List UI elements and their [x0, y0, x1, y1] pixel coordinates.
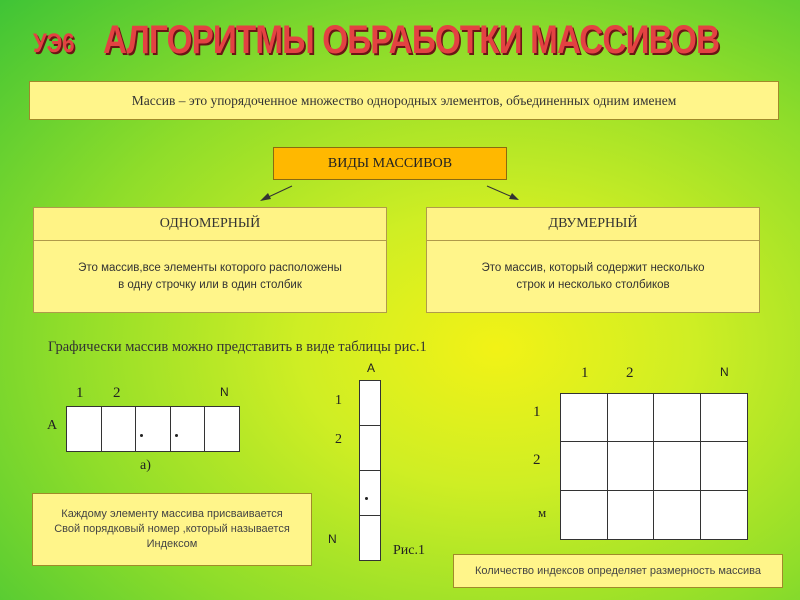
- grid-cell: [654, 442, 701, 490]
- definition-text: Массив – это упорядоченное множество однородных элементов, объединенных одним именем: [131, 92, 677, 108]
- two-dim-line1: Это массив, который содержит несколько: [481, 262, 705, 274]
- fig-v-top-label: A: [367, 361, 376, 375]
- two-dim-card: [426, 207, 760, 313]
- arrow-right-head: [509, 193, 519, 200]
- fig-a-cell: [171, 407, 206, 451]
- fig-a-cell: [205, 407, 239, 451]
- index-note: [32, 493, 312, 566]
- fig-a-col2: 2: [113, 385, 121, 401]
- grid-cell: [608, 491, 655, 539]
- grid-cell: [608, 442, 655, 490]
- fig-a-col1: 1: [76, 385, 84, 401]
- fig-v-rowN: N: [328, 532, 337, 546]
- one-dim-head: ОДНОМЕРНЫЙ: [34, 208, 386, 241]
- dimension-note-text: Количество индексов определяет размерность массива: [474, 564, 762, 577]
- fig-2d-grid: [560, 393, 748, 540]
- fig-v-cell: [360, 516, 380, 561]
- two-dim-head: ДВУМЕРНЫЙ: [427, 208, 759, 241]
- figure-caption: Графически массив можно представить в виде таблицы рис.1: [48, 339, 427, 355]
- fig-v-cell: [360, 471, 380, 516]
- grid-cell: [701, 491, 748, 539]
- fig-2d-row1: 1: [533, 404, 541, 420]
- fig-2d-col2: 2: [626, 365, 634, 381]
- grid-cell: [654, 394, 701, 442]
- arrow-left-head: [260, 193, 271, 201]
- grid-cell: [608, 394, 655, 442]
- ellipsis-dot: [140, 434, 143, 437]
- section-code: УЭ6: [33, 28, 75, 58]
- fig-v-cell: [360, 426, 380, 471]
- fig-a-cell: [102, 407, 137, 451]
- fig-v-row2: 2: [335, 432, 342, 447]
- fig-a-cell: [136, 407, 171, 451]
- dimension-note: [453, 554, 783, 588]
- fig-a-cell: [67, 407, 102, 451]
- one-dim-body: [34, 241, 386, 313]
- index-note-line2: Свой порядковый номер ,который называется: [54, 523, 290, 535]
- fig-a-table: [66, 406, 240, 452]
- kinds-title: ВИДЫ МАССИВОВ: [327, 155, 453, 171]
- fig-v-table: [359, 380, 381, 561]
- fig-v-row1: 1: [335, 393, 342, 408]
- grid-cell: [561, 394, 608, 442]
- fig-2d-row2: 2: [533, 452, 541, 468]
- fig-2d-rowM: м: [538, 505, 547, 520]
- fig-a-row-label: A: [47, 418, 58, 433]
- fig-v-cell: [360, 381, 380, 426]
- fig-a-sublabel: а): [140, 458, 151, 473]
- grid-cell: [654, 491, 701, 539]
- two-dim-body: [427, 241, 759, 313]
- fig-2d-col1: 1: [581, 365, 589, 381]
- index-note-line3: Индексом: [146, 538, 198, 550]
- grid-cell: [701, 394, 748, 442]
- index-note-line1: Каждому элементу массива присваивается: [61, 508, 283, 520]
- grid-cell: [561, 442, 608, 490]
- fig-a-colN: N: [220, 385, 229, 399]
- ellipsis-dot: [175, 434, 178, 437]
- page-title: АЛГОРИТМЫ ОБРАБОТКИ МАССИВОВ: [103, 18, 720, 62]
- fig-2d-colN: N: [720, 365, 729, 379]
- grid-cell: [561, 491, 608, 539]
- one-dim-line2: в одну строчку или в один столбик: [118, 279, 302, 291]
- one-dim-line1: Это массив,все элементы которого расположены: [78, 262, 342, 274]
- one-dim-card: [33, 207, 387, 313]
- two-dim-line2: строк и несколько столбиков: [516, 279, 670, 291]
- fig-label: Рис.1: [393, 543, 425, 558]
- ellipsis-dot: [365, 497, 368, 500]
- grid-cell: [701, 442, 748, 490]
